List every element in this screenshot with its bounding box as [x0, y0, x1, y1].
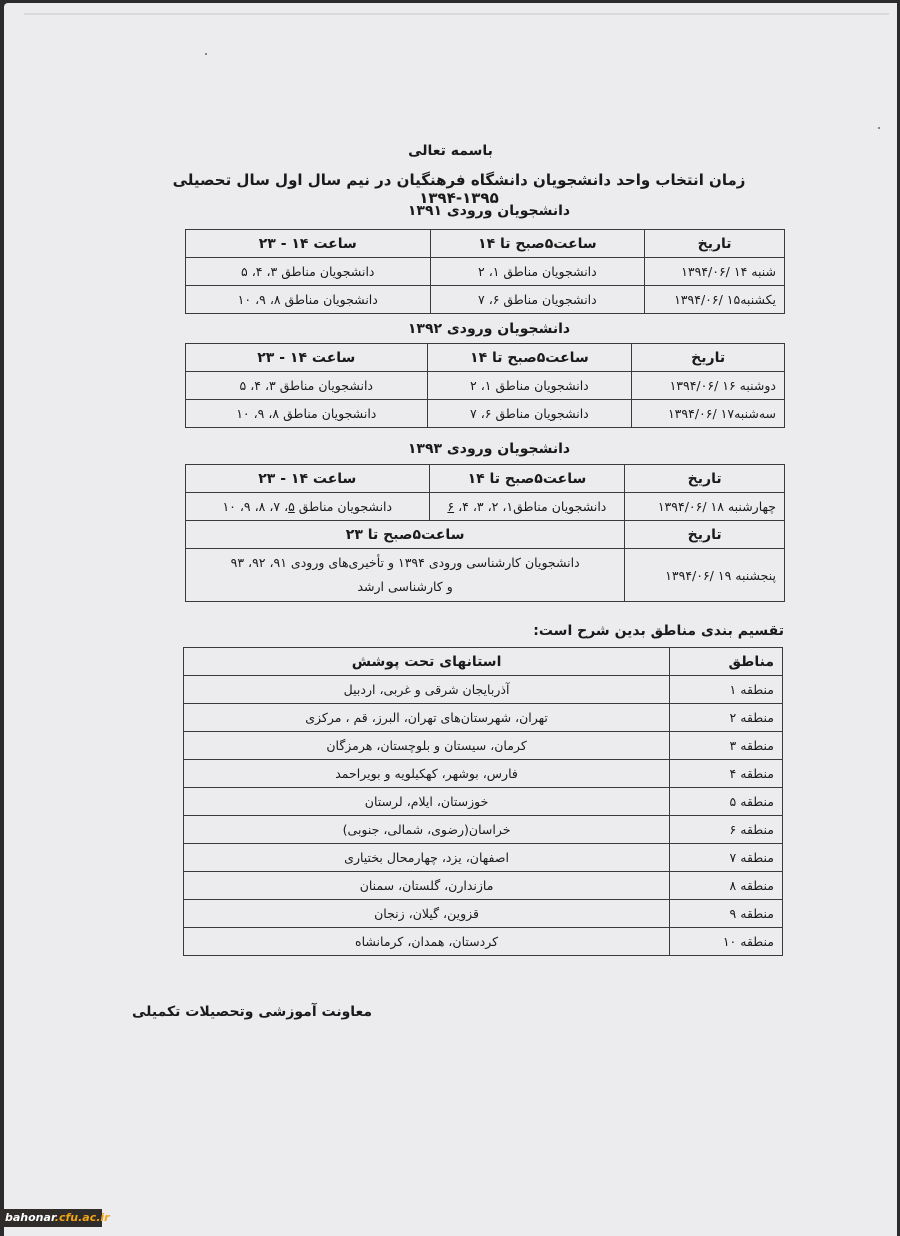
header-date: تاریخ [645, 230, 785, 258]
table-row [184, 732, 783, 760]
signature: معاونت آموزشی وتحصیلات تکمیلی [132, 1004, 373, 1020]
section-heading-1391: دانشجویان ورودی ۱۳۹۱ [407, 203, 571, 219]
header-evening: ساعت ۱۴ - ۲۳ [186, 344, 428, 372]
date-cell: یکشنبه۱۵ /۱۳۹۴/۰۶ [645, 286, 785, 314]
regions-table [183, 647, 783, 956]
header-morning: ساعت۵صبح تا ۱۴ [427, 344, 632, 372]
schedule-table-1392 [185, 343, 785, 428]
page-title: زمان انتخاب واحد دانشجویان دانشگاه فرهنگیان در نیم سال اول سال تحصیلی ۱۳۹۵-۱۳۹۴ [172, 171, 746, 207]
table-header-row [186, 230, 785, 258]
date-cell: چهارشنبه ۱۸ /۱۳۹۴/۰۶ [625, 493, 785, 521]
morning-cell: دانشجویان مناطق ۶، ۷ [430, 286, 645, 314]
evening-cell: دانشجویان مناطق ۳، ۴، ۵ [186, 372, 428, 400]
table-header-row [186, 521, 785, 549]
scan-speck [878, 127, 880, 129]
underlined-region: ۵ [288, 499, 295, 514]
region-cell: منطقه ۵ [670, 788, 783, 816]
table-row [184, 872, 783, 900]
table-row [184, 844, 783, 872]
evening-cell: دانشجویان مناطق ۳، ۴، ۵ [186, 258, 431, 286]
scanned-page [4, 3, 897, 1236]
header-date: تاریخ [632, 344, 785, 372]
full-day-line-1: دانشجویان کارشناسی ورودی ۱۳۹۴ و تأخیری‌های ورودی ۹۱، ۹۲، ۹۳ [230, 555, 580, 570]
evening-cell [186, 493, 430, 521]
evening-cell: دانشجویان مناطق ۸، ۹، ۱۰ [186, 286, 431, 314]
header-date: تاریخ [625, 465, 785, 493]
table-row [186, 400, 785, 428]
provinces-cell: کرمان، سیستان و بلوچستان، هرمزگان [184, 732, 670, 760]
date-cell: دوشنبه ۱۶ /۱۳۹۴/۰۶ [632, 372, 785, 400]
full-day-cell [186, 549, 625, 602]
morning-cell [429, 493, 625, 521]
region-cell: منطقه ۲ [670, 704, 783, 732]
table-row [186, 286, 785, 314]
region-cell: منطقه ۸ [670, 872, 783, 900]
provinces-cell: خراسان(رضوی، شمالی، جنوبی) [184, 816, 670, 844]
table-row [184, 816, 783, 844]
invocation-heading: باسمه تعالی [408, 143, 493, 159]
provinces-cell: قزوین، گیلان، زنجان [184, 900, 670, 928]
provinces-cell: فارس، بوشهر، کهکیلویه و بویراحمد [184, 760, 670, 788]
header-morning: ساعت۵صبح تا ۱۴ [429, 465, 625, 493]
provinces-cell: کردستان، همدان، کرمانشاه [184, 928, 670, 956]
region-cell: منطقه ۱ [670, 676, 783, 704]
section-heading-1393: دانشجویان ورودی ۱۳۹۳ [407, 441, 571, 457]
table-row [184, 900, 783, 928]
table-row [186, 372, 785, 400]
provinces-cell: خوزستان، ایلام، لرستان [184, 788, 670, 816]
watermark-domain-suffix: .cfu.ac.ir [54, 1211, 110, 1224]
provinces-cell: آذربایجان شرقی و غربی، اردبیل [184, 676, 670, 704]
header-evening: ساعت ۱۴ - ۲۳ [186, 230, 431, 258]
page-edge [24, 13, 889, 15]
date-cell: شنبه ۱۴ /۱۳۹۴/۰۶ [645, 258, 785, 286]
regions-intro: تقسیم بندی مناطق بدین شرح است: [533, 623, 784, 639]
table-row [186, 258, 785, 286]
region-cell: منطقه ۹ [670, 900, 783, 928]
region-cell: منطقه ۱۰ [670, 928, 783, 956]
scan-speck [205, 53, 207, 55]
region-cell: منطقه ۷ [670, 844, 783, 872]
morning-cell: دانشجویان مناطق ۱، ۲ [430, 258, 645, 286]
table-header-row [184, 648, 783, 676]
header-region: مناطق [670, 648, 783, 676]
date-cell: سه‌شنبه۱۷ /۱۳۹۴/۰۶ [632, 400, 785, 428]
header-full-day: ساعت۵صبح تا ۲۳ [186, 521, 625, 549]
table-row [184, 704, 783, 732]
morning-regions: دانشجویان مناطق۱، ۲، ۳، ۴، [454, 499, 607, 514]
table-row [186, 549, 785, 602]
evening-cell: دانشجویان مناطق ۸، ۹، ۱۰ [186, 400, 428, 428]
evening-regions: ، ۷، ۸، ۹، ۱۰ [222, 499, 289, 514]
table-header-row [186, 465, 785, 493]
table-row [184, 676, 783, 704]
watermark-domain-name: bahonar [5, 1211, 55, 1224]
morning-cell: دانشجویان مناطق ۶، ۷ [427, 400, 632, 428]
evening-prefix: دانشجویان مناطق [294, 499, 393, 514]
provinces-cell: اصفهان، یزد، چهارمحال بختیاری [184, 844, 670, 872]
table-row [184, 928, 783, 956]
region-cell: منطقه ۶ [670, 816, 783, 844]
table-row [184, 760, 783, 788]
region-cell: منطقه ۴ [670, 760, 783, 788]
provinces-cell: تهران، شهرستان‌های تهران، البرز، قم ، مرکزی [184, 704, 670, 732]
schedule-table-1391 [185, 229, 785, 314]
header-morning: ساعت۵صبح تا ۱۴ [430, 230, 645, 258]
section-heading-1392: دانشجویان ورودی ۱۳۹۲ [407, 321, 571, 337]
provinces-cell: مازندارن، گلستان، سمنان [184, 872, 670, 900]
header-date: تاریخ [625, 521, 785, 549]
header-provinces: استانهای تحت پوشش [184, 648, 670, 676]
table-row [184, 788, 783, 816]
site-watermark [0, 1209, 110, 1227]
table-row [186, 493, 785, 521]
table-header-row [186, 344, 785, 372]
underlined-region: ۶ [447, 499, 455, 514]
date-cell: پنجشنبه ۱۹ /۱۳۹۴/۰۶ [625, 549, 785, 602]
full-day-line-2: و کارشناسی ارشد [357, 579, 453, 594]
schedule-table-1393 [185, 464, 785, 602]
morning-cell: دانشجویان مناطق ۱، ۲ [427, 372, 632, 400]
header-evening: ساعت ۱۴ - ۲۳ [186, 465, 430, 493]
region-cell: منطقه ۳ [670, 732, 783, 760]
